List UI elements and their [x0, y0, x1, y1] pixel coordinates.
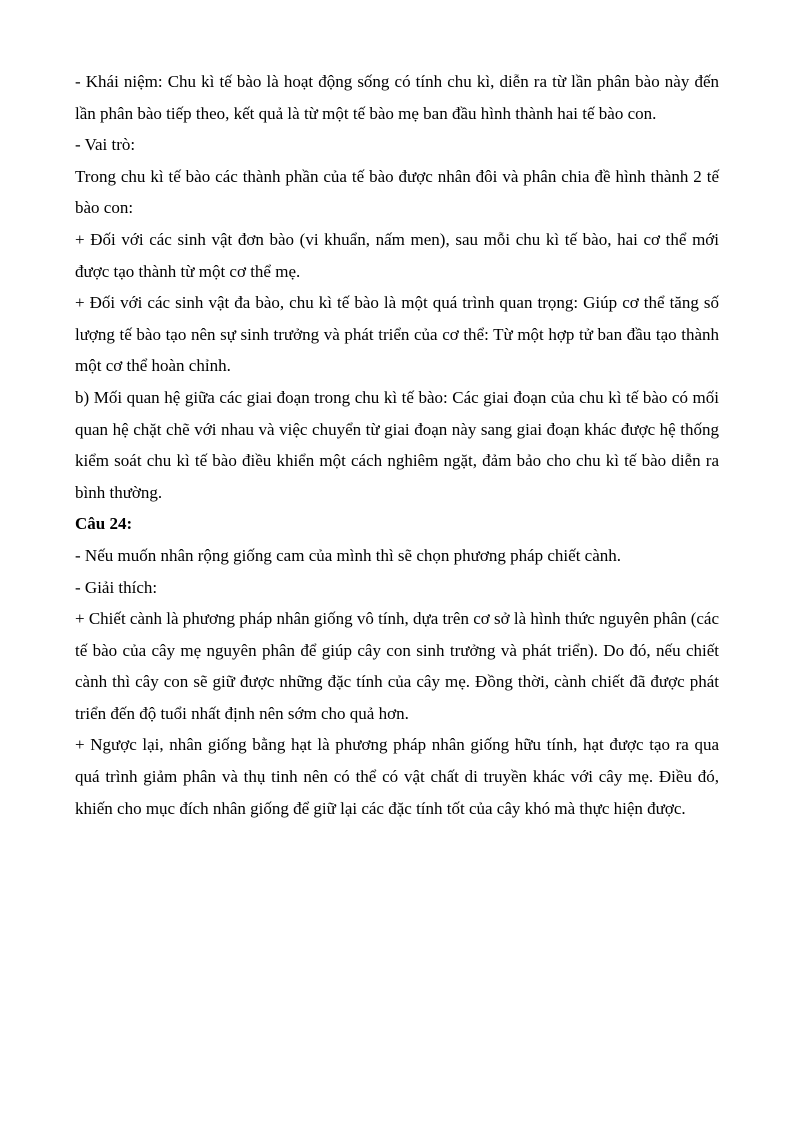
chiet-canh-explanation-paragraph: + Chiết cành là phương pháp nhân giống vô tính, dựa trên cơ sở là hình thức nguyên phân (các tế bào của cây mẹ nguyên phân để giúp cây con sinh trưởng và phát triển). Do đó, nếu chiết cành thì cây con sẽ giữ được những đặc tính của cây mẹ. Đồng thời, cành chiết đã được phát triển đến độ tuổi nhất định nên sớm cho quả hơn.	[75, 609, 719, 723]
vai-tro-intro-paragraph: Trong chu kì tế bào các thành phần của tế bào được nhân đôi và phân chia đề hình thành 2 tế bào con:	[75, 166, 719, 218]
don-bao-point-paragraph: + Đối với các sinh vật đơn bào (vi khuẩn, nấm men), sau mỗi chu kì tế bào, hai cơ thể mới được tạo thành từ một cơ thể mẹ.	[75, 229, 719, 281]
nhan-giong-hat-explanation-paragraph: + Ngược lại, nhân giống bằng hạt là phương pháp nhân giống hữu tính, hạt được tạo ra qua quá trình giảm phân và thụ tinh nên có thể có vật chất di truyền khác với cây mẹ. Điều đó, khiến cho mục đích nhân giống để giữ lại các đặc tính tốt của cây khó mà thực hiện được.	[75, 735, 719, 818]
da-bao-point-paragraph: + Đối với các sinh vật đa bào, chu kì tế bào là một quá trình quan trọng: Giúp cơ thể tăng số lượng tế bào tạo nên sự sinh trưởng và phát triển của cơ thể: Từ một hợp tử ban đầu tạo thành một cơ thể hoàn chỉnh.	[75, 293, 719, 376]
giai-thich-label: - Giải thích:	[75, 577, 158, 597]
document-body	[75, 66, 719, 824]
moi-quan-he-paragraph: b) Mối quan hệ giữa các giai đoạn trong chu kì tế bào: Các giai đoạn của chu kì tế bào có mối quan hệ chặt chẽ với nhau và việc chuyển từ giai đoạn này sang giai đoạn khác được hệ thống kiểm soát chu kì tế bào điều khiển một cách nghiêm ngặt, đảm bảo cho chu kì tế bào diễn ra bình thường.	[75, 387, 719, 502]
khai-niem-paragraph: - Khái niệm: Chu kì tế bào là hoạt động sống có tính chu kì, diễn ra từ lần phân bào này đến lần phân bào tiếp theo, kết quả là từ một tế bào mẹ ban đầu hình thành hai tế bào con.	[75, 72, 719, 123]
cau-24-heading: Câu 24:	[75, 514, 133, 534]
answer-method-line: - Nếu muốn nhân rộng giống cam của mình thì sẽ chọn phương pháp chiết cành.	[75, 545, 622, 565]
vai-tro-label: - Vai trò:	[75, 135, 136, 155]
